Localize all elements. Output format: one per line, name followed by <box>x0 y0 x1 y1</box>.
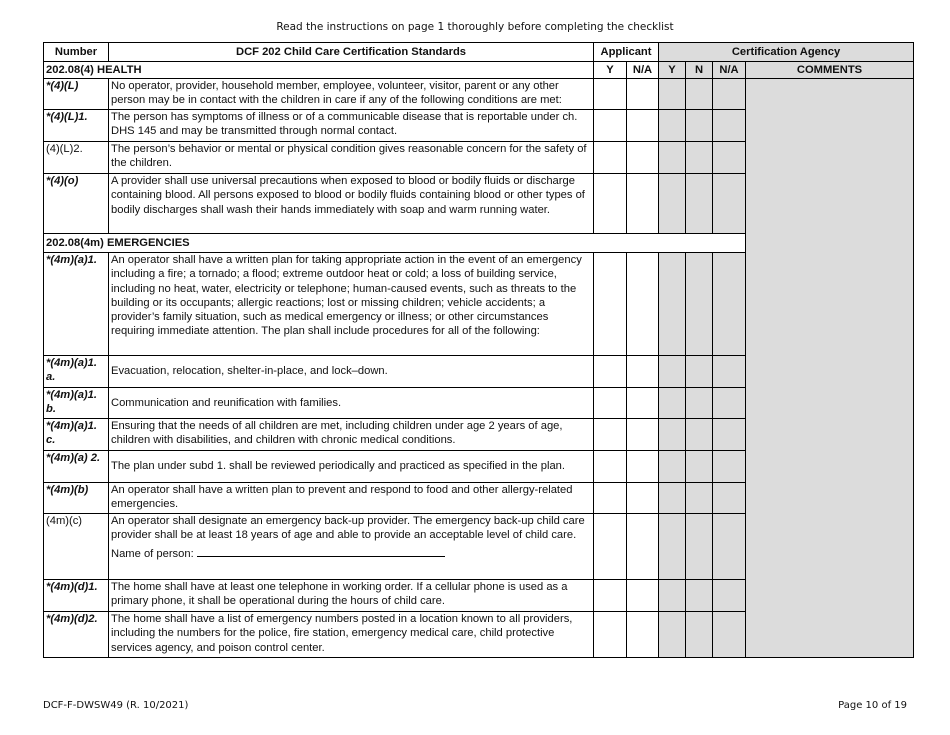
row-text: No operator, provider, household member, employee, volunteer, visitor, parent or any other person may be in contact with the children in care if any of the following conditions are met: <box>109 79 594 110</box>
row-number: *(4)(L)1. <box>44 110 109 142</box>
page-number: Page 10 of 19 <box>838 700 907 711</box>
applicant-y-cell[interactable] <box>594 514 627 580</box>
applicant-y-header: Y <box>594 62 627 79</box>
row-number: (4m)(c) <box>44 514 109 580</box>
comments-header: COMMENTS <box>746 62 914 79</box>
applicant-y-cell[interactable] <box>594 451 627 483</box>
agency-y-cell[interactable] <box>659 142 686 174</box>
agency-na-cell[interactable] <box>713 253 746 356</box>
agency-y-cell[interactable] <box>659 580 686 612</box>
col-certification-agency: Certification Agency <box>659 43 914 62</box>
row-number: *(4m)(d)1. <box>44 580 109 612</box>
agency-n-cell[interactable] <box>686 356 713 388</box>
agency-na-cell[interactable] <box>713 483 746 514</box>
agency-y-cell[interactable] <box>659 419 686 451</box>
row-text: Evacuation, relocation, shelter-in-place, and lock–down. <box>109 356 594 388</box>
applicant-na-cell[interactable] <box>627 253 659 356</box>
row-number: *(4m)(a)1. <box>44 253 109 356</box>
col-standards: DCF 202 Child Care Certification Standards <box>109 43 594 62</box>
agency-y-cell[interactable] <box>659 483 686 514</box>
agency-n-cell[interactable] <box>686 79 713 110</box>
agency-y-header: Y <box>659 62 686 79</box>
applicant-na-cell[interactable] <box>627 356 659 388</box>
col-applicant: Applicant <box>594 43 659 62</box>
row-number: *(4)(o) <box>44 174 109 234</box>
agency-na-cell[interactable] <box>713 174 746 234</box>
applicant-y-cell[interactable] <box>594 142 627 174</box>
agency-na-cell[interactable] <box>713 79 746 110</box>
agency-n-cell[interactable] <box>686 142 713 174</box>
comments-cell[interactable] <box>746 79 914 658</box>
agency-na-cell[interactable] <box>713 356 746 388</box>
agency-n-cell[interactable] <box>686 419 713 451</box>
agency-y-cell[interactable] <box>659 388 686 419</box>
name-of-person-field[interactable] <box>197 546 445 557</box>
row-text: Communication and reunification with families. <box>109 388 594 419</box>
applicant-na-cell[interactable] <box>627 483 659 514</box>
agency-na-header: N/A <box>713 62 746 79</box>
agency-y-cell[interactable] <box>659 612 686 658</box>
agency-n-cell[interactable] <box>686 110 713 142</box>
row-text: A provider shall use universal precautions when exposed to blood or bodily fluids or discharge containing blood. All persons exposed to blood or bodily fluids containing blood or other types of bodily discharges shall wash their hands immediately with soap and warm running water. <box>109 174 594 234</box>
agency-n-cell[interactable] <box>686 612 713 658</box>
form-id: DCF-F-DWSW49 (R. 10/2021) <box>43 700 189 711</box>
row-text: An operator shall designate an emergency back-up provider. The emergency back-up child care provider shall be at least 18 years of age and able to provide an acceptable level of child care. <box>111 515 585 542</box>
applicant-na-cell[interactable] <box>627 419 659 451</box>
row-number: *(4m)(a)1. a. <box>44 356 109 388</box>
section-health: 202.08(4) HEALTH <box>44 62 594 79</box>
agency-y-cell[interactable] <box>659 253 686 356</box>
agency-y-cell[interactable] <box>659 514 686 580</box>
applicant-na-cell[interactable] <box>627 388 659 419</box>
applicant-na-cell[interactable] <box>627 612 659 658</box>
agency-n-cell[interactable] <box>686 451 713 483</box>
agency-na-cell[interactable] <box>713 612 746 658</box>
row-number: *(4m)(d)2. <box>44 612 109 658</box>
agency-n-cell[interactable] <box>686 253 713 356</box>
checklist-table <box>43 42 914 658</box>
applicant-y-cell[interactable] <box>594 174 627 234</box>
agency-y-cell[interactable] <box>659 356 686 388</box>
agency-y-cell[interactable] <box>659 451 686 483</box>
applicant-y-cell[interactable] <box>594 79 627 110</box>
applicant-y-cell[interactable] <box>594 356 627 388</box>
row-number: (4)(L)2. <box>44 142 109 174</box>
applicant-y-cell[interactable] <box>594 419 627 451</box>
row-text: The home shall have at least one telephone in working order. If a cellular phone is used as a primary phone, it shall be operational during the hours of child care. <box>109 580 594 612</box>
applicant-na-cell[interactable] <box>627 451 659 483</box>
agency-na-cell[interactable] <box>713 514 746 580</box>
row-text: Ensuring that the needs of all children are met, including children under age 2 years of age, children with disabilities, and children with chronic medical conditions. <box>109 419 594 451</box>
agency-na-cell[interactable] <box>713 142 746 174</box>
applicant-y-cell[interactable] <box>594 612 627 658</box>
agency-n-cell[interactable] <box>686 388 713 419</box>
row-text: An operator shall have a written plan to prevent and respond to food and other allergy-related emergencies. <box>109 483 594 514</box>
applicant-na-cell[interactable] <box>627 580 659 612</box>
agency-n-cell[interactable] <box>686 483 713 514</box>
row-text: The person’s behavior or mental or physical condition gives reasonable concern for the safety of the children. <box>109 142 594 174</box>
applicant-y-cell[interactable] <box>594 253 627 356</box>
applicant-na-cell[interactable] <box>627 142 659 174</box>
applicant-na-header: N/A <box>627 62 659 79</box>
name-of-person-label: Name of person: <box>111 547 194 560</box>
row-number: *(4)(L) <box>44 79 109 110</box>
applicant-y-cell[interactable] <box>594 110 627 142</box>
row-text: The home shall have a list of emergency numbers posted in a location known to all providers, including the numbers for the police, fire station, emergency medical care, child protective services agency, and poison control center. <box>109 612 594 658</box>
applicant-na-cell[interactable] <box>627 514 659 580</box>
agency-na-cell[interactable] <box>713 451 746 483</box>
agency-y-cell[interactable] <box>659 110 686 142</box>
agency-n-cell[interactable] <box>686 514 713 580</box>
row-cell <box>109 514 594 580</box>
row-number: *(4m)(b) <box>44 483 109 514</box>
agency-y-cell[interactable] <box>659 79 686 110</box>
applicant-y-cell[interactable] <box>594 483 627 514</box>
agency-na-cell[interactable] <box>713 419 746 451</box>
row-number: *(4m)(a)1. b. <box>44 388 109 419</box>
instructions-note: Read the instructions on page 1 thoroughly before completing the checklist <box>276 21 674 33</box>
agency-na-cell[interactable] <box>713 110 746 142</box>
row-text: The plan under subd 1. shall be reviewed periodically and practiced as specified in the plan. <box>109 451 594 483</box>
row-number: *(4m)(a)1. c. <box>44 419 109 451</box>
section-emergencies: 202.08(4m) EMERGENCIES <box>44 234 746 253</box>
col-number: Number <box>44 43 109 62</box>
agency-n-header: N <box>686 62 713 79</box>
applicant-na-cell[interactable] <box>627 79 659 110</box>
applicant-na-cell[interactable] <box>627 174 659 234</box>
row-number: *(4m)(a) 2. <box>44 451 109 483</box>
applicant-na-cell[interactable] <box>627 110 659 142</box>
agency-na-cell[interactable] <box>713 388 746 419</box>
row-text: The person has symptoms of illness or of a communicable disease that is reportable under ch. DHS 145 and may be transmitted through normal contact. <box>109 110 594 142</box>
applicant-y-cell[interactable] <box>594 388 627 419</box>
agency-n-cell[interactable] <box>686 580 713 612</box>
agency-n-cell[interactable] <box>686 174 713 234</box>
agency-na-cell[interactable] <box>713 580 746 612</box>
row-text: An operator shall have a written plan for taking appropriate action in the event of an emergency including a fire; a tornado; a flood; extreme outdoor heat or cold; a loss of building service, including no heat, water, electricity or telephone; human-caused events, such as threats to the building or its occupants; allergic reactions; lost or missing children; vehicle accidents; a provider’s family situation, such as medical emergency or illness; or other circumstances requiring immediate attention. The plan shall include procedures for all of the following: <box>109 253 594 356</box>
applicant-y-cell[interactable] <box>594 580 627 612</box>
agency-y-cell[interactable] <box>659 174 686 234</box>
